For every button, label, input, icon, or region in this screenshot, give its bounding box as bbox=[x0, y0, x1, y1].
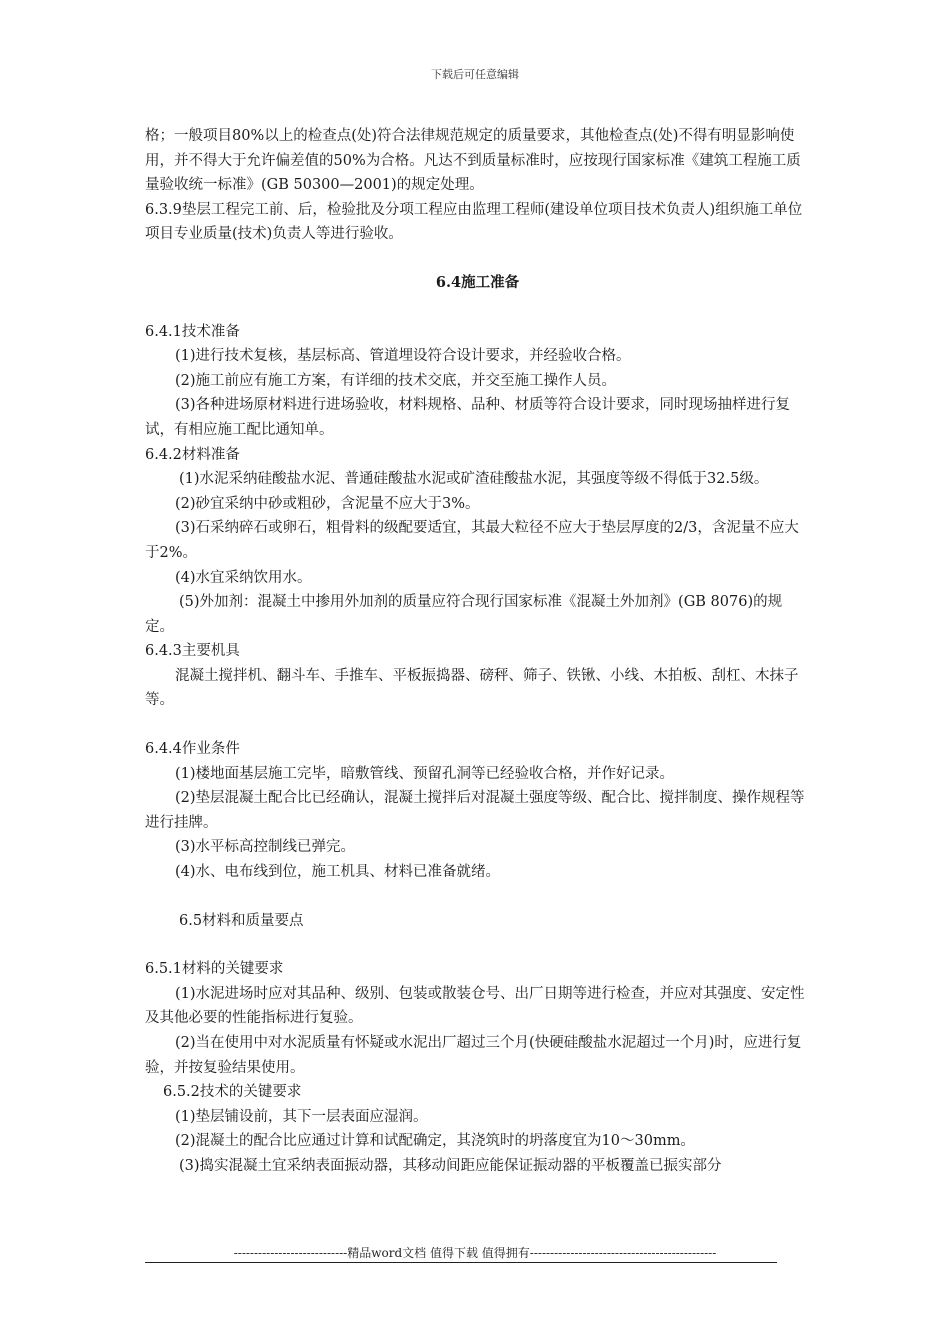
subsection-heading: 6.4.3主要机具 bbox=[145, 643, 240, 660]
paragraph: 格；一般项目80%以上的检查点(处)符合法律规范规定的质量要求，其他检查点(处)不得有明显影响使用，并不得大于允许偏差值的50%为合格。凡达不到质量标准时，应按现行国家标准《建筑工程施工质量验收统一标准》(GB 50300—2001)的规定处理。 bbox=[145, 128, 801, 194]
subsection-heading: 6.4.2材料准备 bbox=[145, 446, 240, 463]
list-item: (2)施工前应有施工方案，有详细的技术交底，并交至施工操作人员。 bbox=[175, 372, 617, 389]
list-item: (2)混凝土的配合比应通过计算和试配确定，其浇筑时的坍落度宜为10～30mm。 bbox=[175, 1133, 695, 1150]
footer-divider bbox=[145, 1262, 777, 1263]
list-item: (4)水、电布线到位，施工机具、材料已准备就绪。 bbox=[175, 864, 501, 881]
page-header: 下载后可任意编辑 bbox=[431, 68, 519, 81]
subsection-heading: 6.5.2技术的关键要求 bbox=[163, 1084, 302, 1101]
list-item: (1)水泥采纳硅酸盐水泥、普通硅酸盐水泥或矿渣硅酸盐水泥，其强度等级不得低于32.5级。 bbox=[179, 471, 769, 488]
subsection-heading: 6.4.1技术准备 bbox=[145, 323, 240, 340]
paragraph: 6.3.9垫层工程完工前、后，检验批及分项工程应由监理工程师(建设单位项目技术负责人)组织施工单位项目专业质量(技术)负责人等进行验收。 bbox=[145, 201, 803, 243]
list-item: (1)垫层铺设前，其下一层表面应湿润。 bbox=[175, 1108, 428, 1125]
list-item: (1)楼地面基层施工完毕，暗敷管线、预留孔洞等已经验收合格，并作好记录。 bbox=[175, 765, 675, 782]
list-item: (4)水宜采纳饮用水。 bbox=[175, 569, 312, 586]
document-body bbox=[145, 124, 810, 1179]
list-item: (1)水泥进场时应对其品种、级别、包装或散装仓号、出厂日期等进行检查，并应对其强度、安定性及其他必要的性能指标进行复验。 bbox=[145, 985, 805, 1027]
section-heading-6-4: 6.4施工准备 bbox=[435, 273, 520, 291]
section-heading-6-5: 6.5材料和质量要点 bbox=[179, 912, 304, 929]
list-item: (3)水平标高控制线已弹完。 bbox=[175, 839, 356, 856]
list-item: 混凝土搅拌机、翻斗车、手推车、平板振捣器、磅秤、筛子、铁锹、小线、木拍板、刮杠、木抹子等。 bbox=[145, 667, 799, 709]
subsection-heading: 6.5.1材料的关键要求 bbox=[145, 961, 284, 978]
subsection-heading: 6.4.4作业条件 bbox=[145, 741, 240, 758]
list-item: (3)各种进场原材料进行进场验收，材料规格、品种、材质等符合设计要求，同时现场抽样进行复试，有相应施工配比通知单。 bbox=[145, 397, 791, 438]
page-footer: ----------------------------精品word文档 值得下载 值得拥有---------------------------------------------- bbox=[233, 1246, 717, 1260]
list-item: (3)石采纳碎石或卵石，粗骨料的级配要适宜，其最大粒径不应大于垫层厚度的2/3，含泥量不应大于2%。 bbox=[145, 520, 799, 561]
list-item: (1)进行技术复核，基层标高、管道埋设符合设计要求，并经验收合格。 bbox=[175, 348, 631, 365]
list-item: (5)外加剂：混凝土中掺用外加剂的质量应符合现行国家标准《混凝土外加剂》(GB 8076)的规定。 bbox=[145, 594, 783, 635]
list-item: (2)砂宜采纳中砂或粗砂，含泥量不应大于3%。 bbox=[175, 495, 480, 512]
list-item: (2)垫层混凝土配合比已经确认，混凝土搅拌后对混凝土强度等级、配合比、搅拌制度、操作规程等进行挂牌。 bbox=[145, 790, 805, 831]
list-item: (2)当在使用中对水泥质量有怀疑或水泥出厂超过三个月(快硬硅酸盐水泥超过一个月)时，应进行复验，并按复验结果使用。 bbox=[145, 1035, 802, 1076]
list-item: (3)捣实混凝土宜采纳表面振动器，其移动间距应能保证振动器的平板覆盖已振实部分 bbox=[179, 1157, 722, 1174]
